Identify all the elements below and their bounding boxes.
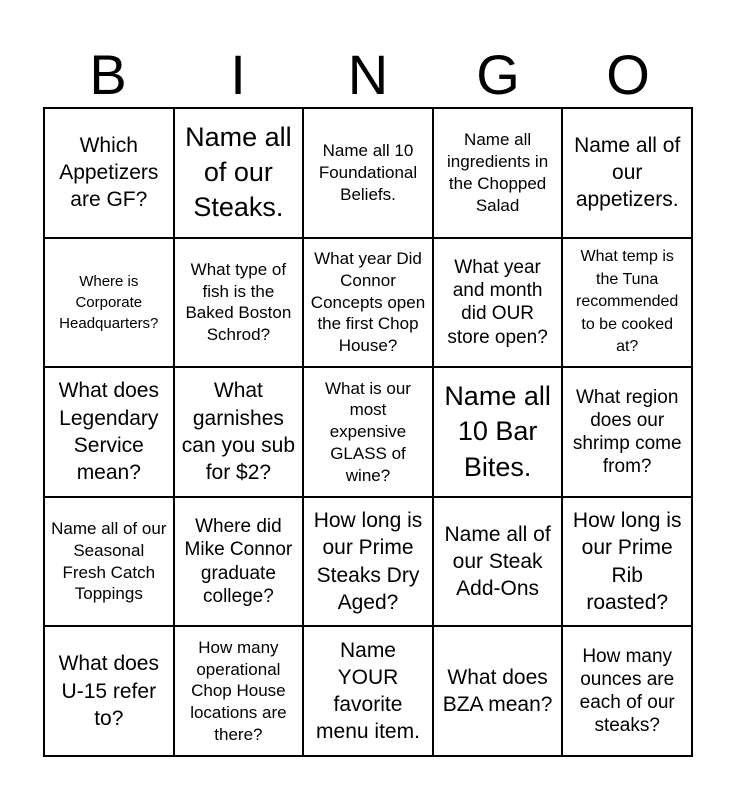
- bingo-cell: How many ounces are each of our steaks?: [562, 626, 692, 756]
- header-letter-i: I: [230, 43, 246, 106]
- bingo-cell: What does Legendary Service mean?: [44, 367, 174, 497]
- bingo-cell: What does U-15 refer to?: [44, 626, 174, 756]
- bingo-cell: What year and month did OUR store open?: [433, 238, 563, 368]
- bingo-cell: What region does our shrimp come from?: [562, 367, 692, 497]
- bingo-cell: Name all of our Seasonal Fresh Catch Toppings: [44, 497, 174, 627]
- bingo-cell: How long is our Prime Steaks Dry Aged?: [303, 497, 433, 627]
- bingo-cell: What garnishes can you sub for $2?: [174, 367, 304, 497]
- bingo-cell: Name YOUR favorite menu item.: [303, 626, 433, 756]
- bingo-cell: How long is our Prime Rib roasted?: [562, 497, 692, 627]
- bingo-cell: Where did Mike Connor graduate college?: [174, 497, 304, 627]
- bingo-cell: Name all of our appetizers.: [562, 108, 692, 238]
- header-letter-o: O: [606, 43, 650, 106]
- bingo-cell: What type of fish is the Baked Boston Schrod?: [174, 238, 304, 368]
- bingo-cell: Where is Corporate Headquarters?: [44, 238, 174, 368]
- bingo-cell: Name all of our Steak Add-Ons: [433, 497, 563, 627]
- bingo-cell: Which Appetizers are GF?: [44, 108, 174, 238]
- header-letter-n: N: [347, 43, 389, 106]
- bingo-cell: What is our most expensive GLASS of wine?: [303, 367, 433, 497]
- header-letter-b: B: [89, 43, 127, 106]
- bingo-header: [43, 42, 693, 108]
- bingo-cell: What temp is the Tuna recommended to be cooked at?: [562, 238, 692, 368]
- bingo-cell: What does BZA mean?: [433, 626, 563, 756]
- bingo-cell: Name all of our Steaks.: [174, 108, 304, 238]
- bingo-cell: What year Did Connor Concepts open the first Chop House?: [303, 238, 433, 368]
- bingo-cell: Name all 10 Foundational Beliefs.: [303, 108, 433, 238]
- bingo-cell: Name all ingredients in the Chopped Salad: [433, 108, 563, 238]
- header-letter-g: G: [476, 43, 520, 106]
- bingo-grid: [43, 107, 693, 757]
- bingo-cell: How many operational Chop House locations are there?: [174, 626, 304, 756]
- bingo-cell: Name all 10 Bar Bites.: [433, 367, 563, 497]
